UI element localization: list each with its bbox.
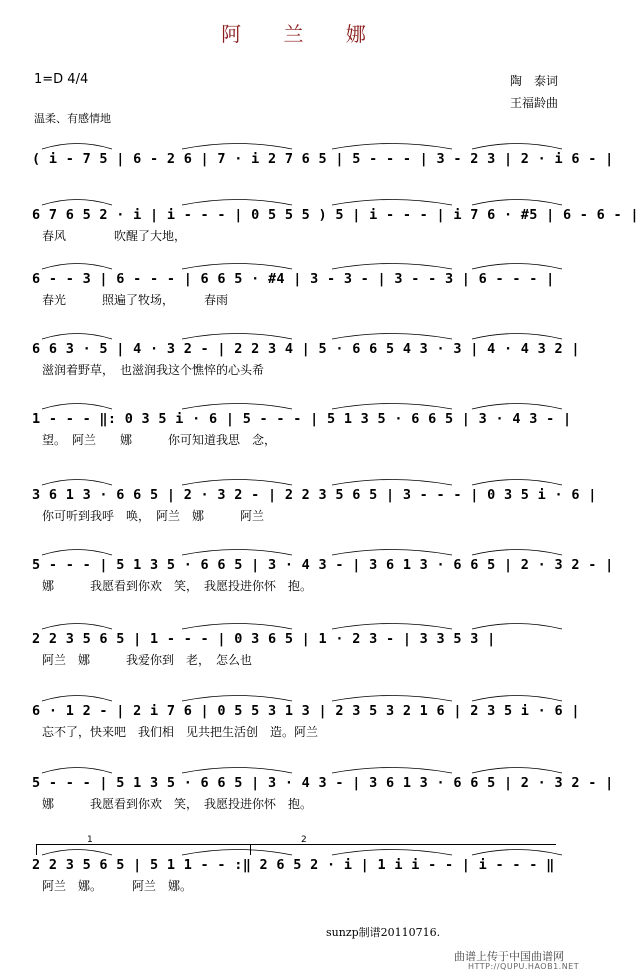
lyric-row: 娜 我愿看到你欢 笑， 我愿投进你怀 抱。 [42,797,313,811]
volta-2: 2 [250,844,556,855]
notation-row: 6 - - 3 | 6 - - - | 6 6 5 · #4 | 3 - 3 - | 3 - - 3 | 6 - - - | [32,271,555,287]
notation-row: ( i - 7 5 | 6 - 2 6 | 7 · i 2 7 6 5 | 5 - - - | 3 - 2 3 | 2 · i 6 - | [32,151,614,167]
lyric-row: 阿兰 娜。 阿兰 娜。 [42,879,193,893]
lyric-row: 你可听到我呼 唤， 阿兰 娜 阿兰 [42,509,265,523]
lyric-row: 春光 照遍了牧场， 春雨 [42,293,229,307]
tempo-marking: 温柔、有感情地 [34,112,111,125]
notation-row: 2 2 3 5 6 5 | 5 1 1 - - :‖ 2 6 5 2 · i | 1 i i - - | i - - - ‖ [32,857,555,873]
lyric-row: 望。 阿兰 娜 你可知道我思 念， [42,433,277,447]
notation-row: 5 - - - | 5 1 3 5 · 6 6 5 | 3 · 4 3 - | 3 6 1 3 · 6 6 5 | 2 · 3 2 - | [32,557,614,573]
lyric-row [32,170,584,190]
notation-row: 3 6 1 3 · 6 6 5 | 2 · 3 2 - | 2 2 3 5 6 5 | 3 - - - | 0 3 5 i · 6 | [32,487,597,503]
notation-row: 6 7 6 5 2 · i | i - - - | 0 5 5 5 ) 5 | i - - - | i 7 6 · #5 | 6 - 6 - | [32,207,639,223]
composer-credit: 王福龄曲 [510,96,559,110]
notation-row: 6 · 1 2 - | 2 i 7 6 | 0 5 5 3 1 3 | 2 3 5 3 2 1 6 | 2 3 5 i · 6 | [32,703,580,719]
site-watermark-url: HTTP://QUPU.HAOB1.NET [468,962,580,971]
notation-row: 2 2 3 5 6 5 | 1 - - - | 0 3 6 5 | 1 · 2 3 - | 3 3 5 3 | [32,631,496,647]
notation-row: 6 6 3 · 5 | 4 · 3 2 - | 2 2 3 4 | 5 · 6 6 5 4 3 · 3 | 4 · 4 3 2 | [32,341,580,357]
lyric-row: 春风 吹醒了大地， [42,229,187,243]
volta-1: 1 [36,844,257,855]
notation-row: 5 - - - | 5 1 3 5 · 6 6 5 | 3 · 4 3 - | 3 6 1 3 · 6 6 5 | 2 · 3 2 - | [32,775,614,791]
lyric-row: 娜 我愿看到你欢 笑， 我愿投进你怀 抱。 [42,579,313,593]
transcriber-credit: sunzp制谱20110716. [326,926,441,939]
key-signature: 1=D 4/4 [34,72,89,87]
lyric-row: 阿兰 娜 我爱你到 老， 怎么也 [42,653,253,667]
notation-row: 1 - - - ‖: 0 3 5 i · 6 | 5 - - - | 5 1 3 5 · 6 6 5 | 3 · 4 3 - | [32,411,572,427]
site-watermark: 曲谱上传于中国曲谱网 [454,950,564,963]
song-title: 阿 兰 娜 [221,22,384,46]
lyric-row: 忘不了，快来吧 我们相 见共把生活创 造。阿兰 [42,725,319,739]
lyric-row: 滋润着野草， 也滋润我这个憔悴的心头希 [42,363,265,377]
lyricist-credit: 陶 泰词 [510,74,559,88]
